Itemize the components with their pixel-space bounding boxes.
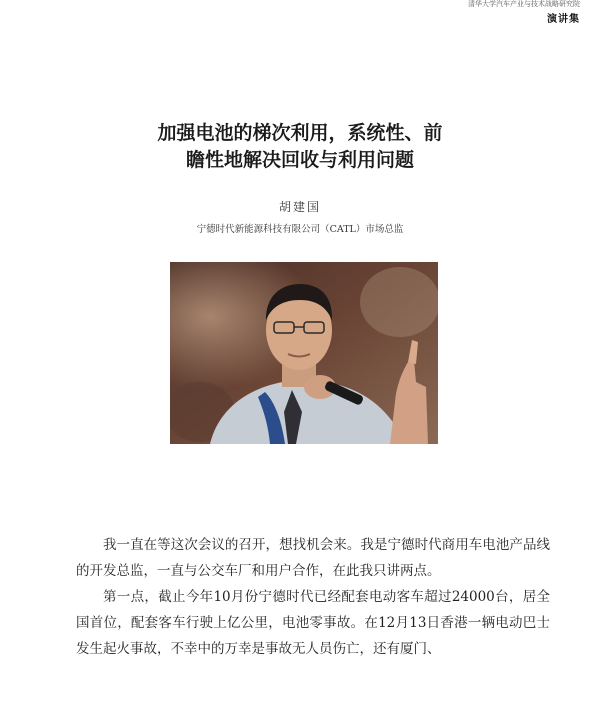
speaker-photo: [170, 262, 438, 444]
running-header: [430, 0, 580, 25]
title-line-2: 瞻性地解决回收与利用问题: [185, 149, 414, 171]
paragraph-1: 我一直在等这次会议的召开，想找机会来。我是宁德时代商用车电池产品线的开发总监，一直与公交车厂和用户合作，在此我只讲两点。: [76, 537, 550, 579]
series-title: 清华大学汽车产业与技术战略研究院: [468, 0, 580, 8]
author-name: 胡建国: [278, 200, 321, 214]
title-line-1: 加强电池的梯次利用，系统性、前: [157, 122, 443, 144]
article-title: [0, 120, 600, 174]
article-body: [76, 532, 550, 662]
paragraph-2: 第一点，截止今年10月份宁德时代已经配套电动客车超过24000台，居全国首位，配套客车行驶上亿公里，电池零事故。在12月13日香港一辆电动巴士发生起火事故，不幸中的万幸是事故无人员伤亡，还有厦门、: [76, 589, 550, 657]
speaker-portrait-icon: [170, 262, 438, 444]
section-label: 演讲集: [547, 14, 580, 25]
author-affiliation: 宁德时代新能源科技有限公司（CATL）市场总监: [196, 224, 404, 235]
